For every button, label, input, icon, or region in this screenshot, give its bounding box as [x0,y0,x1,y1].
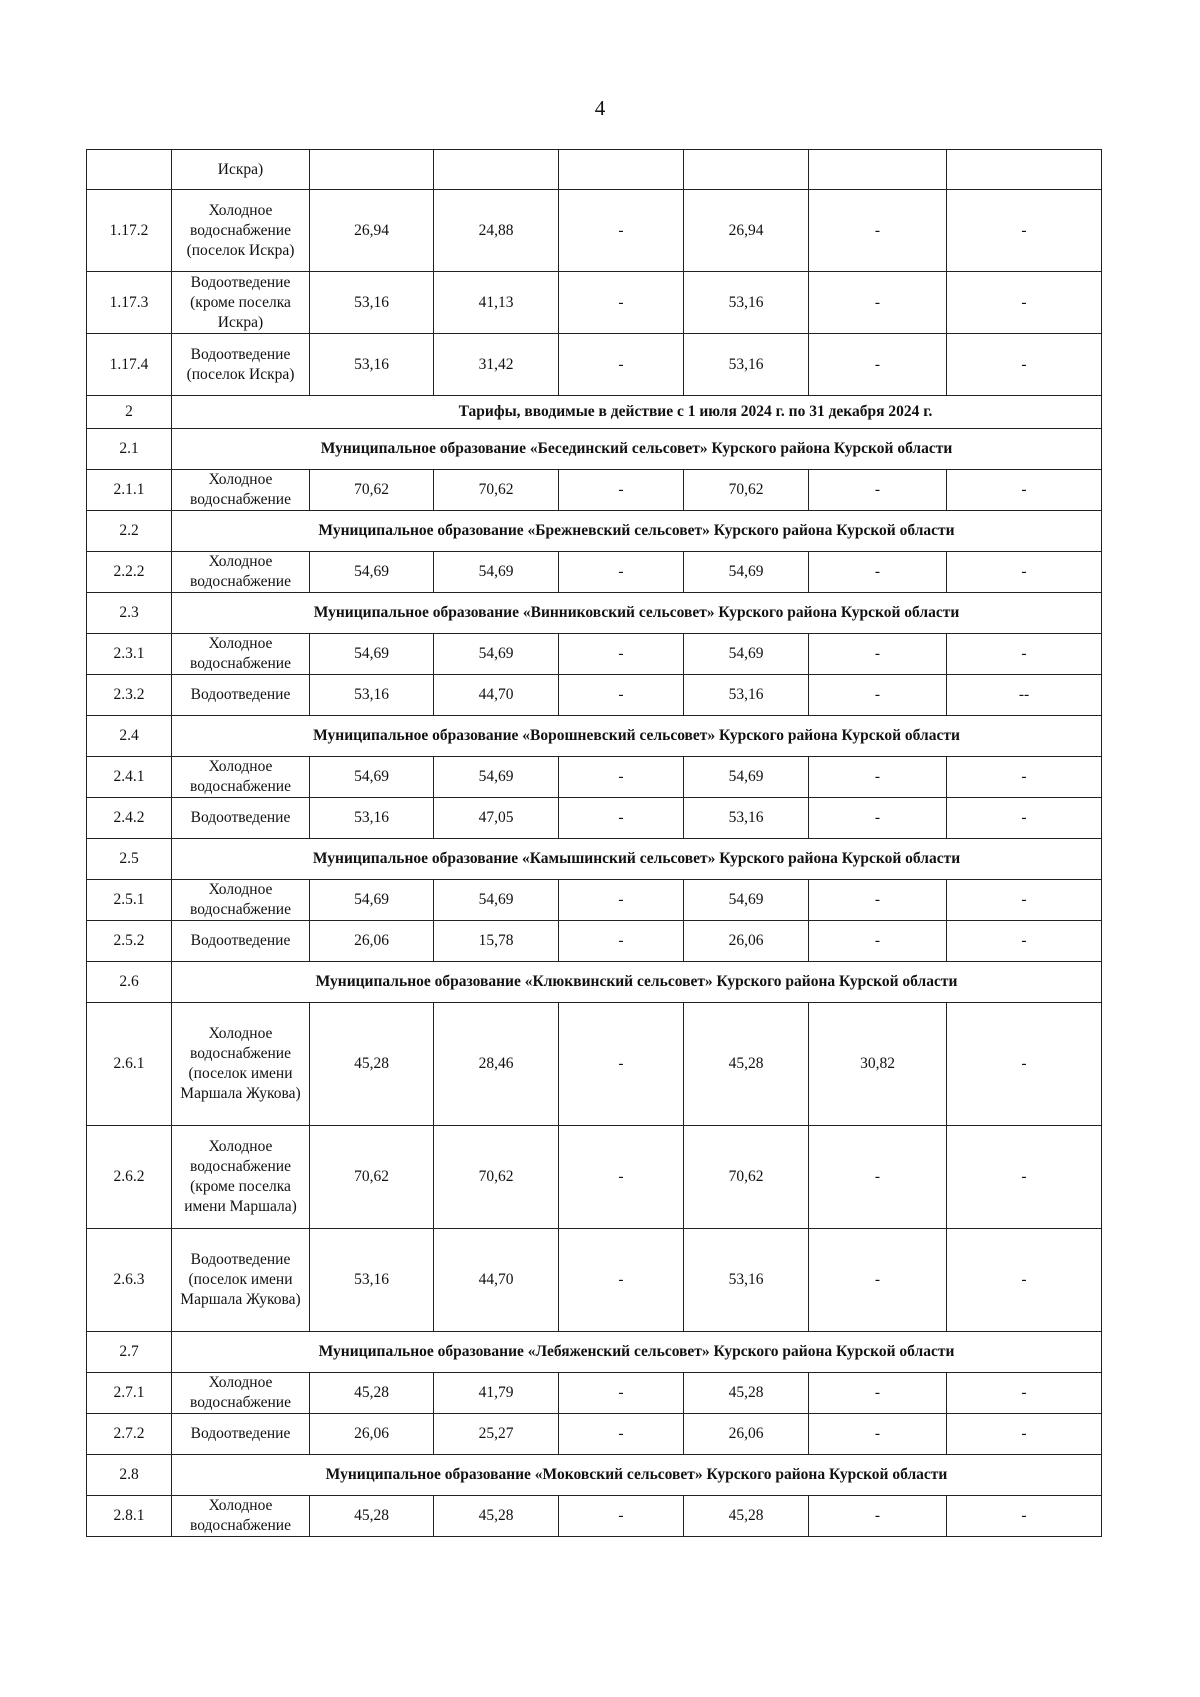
row-number-cell: 2.4.1 [87,757,172,798]
tariff-table [86,149,1102,1537]
row-number-cell [87,150,172,190]
section-header-row [87,429,1102,470]
tariff-value-cell-5: - [809,1373,947,1414]
tariff-value-cell-3: - [559,1126,684,1229]
table-row [87,675,1102,716]
section-header-row [87,1455,1102,1496]
tariff-value-cell-6: - [947,1003,1102,1126]
tariff-value-cell-4: 54,69 [684,757,809,798]
row-number-cell: 2.1 [87,429,172,470]
tariff-value-cell-6: - [947,1229,1102,1332]
tariff-value-cell-1: 26,06 [310,921,434,962]
row-number-cell: 2.5 [87,839,172,880]
tariff-value-cell-1: 53,16 [310,334,434,396]
tariff-value-cell-4: 70,62 [684,470,809,511]
tariff-value-cell-3: - [559,470,684,511]
table-row [87,880,1102,921]
tariff-value-cell-3: - [559,1003,684,1126]
table-row [87,334,1102,396]
tariff-value-cell-4: 45,28 [684,1373,809,1414]
tariff-value-cell-2 [434,150,559,190]
row-number-cell: 2.2.2 [87,552,172,593]
tariff-value-cell-1 [310,150,434,190]
tariff-value-cell-1: 54,69 [310,880,434,921]
section-header-row [87,839,1102,880]
tariff-value-cell-5: - [809,1496,947,1537]
section-header-row [87,511,1102,552]
service-name-cell: Водоотведение [172,675,310,716]
tariff-value-cell-3: - [559,272,684,334]
tariff-value-cell-2: 44,70 [434,675,559,716]
tariff-value-cell-3 [559,150,684,190]
tariff-value-cell-1: 54,69 [310,634,434,675]
tariff-value-cell-5: - [809,470,947,511]
tariff-value-cell-3: - [559,1229,684,1332]
tariff-value-cell-2: 54,69 [434,552,559,593]
tariff-value-cell-1: 26,94 [310,190,434,272]
section-title-cell: Муниципальное образование «Клюквинский сельсовет» Курского района Курской области [172,962,1102,1003]
section-title-cell: Муниципальное образование «Лебяженский сельсовет» Курского района Курской области [172,1332,1102,1373]
tariff-value-cell-6: - [947,272,1102,334]
tariff-value-cell-1: 53,16 [310,798,434,839]
section-title-cell: Тарифы, вводимые в действие с 1 июля 2024 г. по 31 декабря 2024 г. [172,396,1102,429]
tariff-value-cell-5: - [809,921,947,962]
table-row [87,921,1102,962]
tariff-value-cell-4: 26,94 [684,190,809,272]
tariff-value-cell-4: 53,16 [684,1229,809,1332]
tariff-value-cell-5: - [809,1229,947,1332]
tariff-value-cell-4: 45,28 [684,1496,809,1537]
table-row [87,1003,1102,1126]
tariff-value-cell-4: 26,06 [684,921,809,962]
tariff-value-cell-2: 47,05 [434,798,559,839]
row-number-cell: 2.6.2 [87,1126,172,1229]
tariff-value-cell-6: - [947,798,1102,839]
tariff-value-cell-5: - [809,272,947,334]
tariff-value-cell-5: - [809,190,947,272]
tariff-value-cell-5: - [809,334,947,396]
tariff-value-cell-5: - [809,757,947,798]
table-row [87,1496,1102,1537]
section-header-row [87,716,1102,757]
section-header-row [87,1332,1102,1373]
row-number-cell: 2.4.2 [87,798,172,839]
section-header-row [87,962,1102,1003]
service-name-cell: Водоотведение (поселок Искра) [172,334,310,396]
table-row [87,190,1102,272]
table-row [87,1126,1102,1229]
row-number-cell: 2.8.1 [87,1496,172,1537]
tariff-value-cell-2: 31,42 [434,334,559,396]
tariff-value-cell-6: - [947,470,1102,511]
row-number-cell: 2.3.2 [87,675,172,716]
service-name-cell: Холодное водоснабжение (кроме поселка имени Маршала) [172,1126,310,1229]
tariff-value-cell-6 [947,150,1102,190]
section-title-cell: Муниципальное образование «Винниковский сельсовет» Курского района Курской области [172,593,1102,634]
tariff-value-cell-3: - [559,757,684,798]
row-number-cell: 2.5.1 [87,880,172,921]
tariff-value-cell-3: - [559,190,684,272]
tariff-value-cell-5: 30,82 [809,1003,947,1126]
section-title-cell: Муниципальное образование «Камышинский сельсовет» Курского района Курской области [172,839,1102,880]
tariff-value-cell-4: 54,69 [684,880,809,921]
tariff-value-cell-2: 54,69 [434,880,559,921]
tariff-value-cell-6: - [947,1126,1102,1229]
tariff-value-cell-2: 54,69 [434,634,559,675]
tariff-value-cell-4: 45,28 [684,1003,809,1126]
table-row [87,634,1102,675]
tariff-value-cell-2: 41,79 [434,1373,559,1414]
service-name-cell: Холодное водоснабжение [172,880,310,921]
tariff-value-cell-1: 53,16 [310,675,434,716]
section-title-cell: Муниципальное образование «Моковский сельсовет» Курского района Курской области [172,1455,1102,1496]
section-header-row [87,593,1102,634]
table-row [87,1414,1102,1455]
section-title-cell: Муниципальное образование «Бесединский сельсовет» Курского района Курской области [172,429,1102,470]
tariff-value-cell-5: - [809,1126,947,1229]
tariff-value-cell-1: 70,62 [310,470,434,511]
tariff-value-cell-1: 54,69 [310,552,434,593]
service-name-cell: Водоотведение (кроме поселка Искра) [172,272,310,334]
tariff-value-cell-6: - [947,1496,1102,1537]
service-name-cell: Холодное водоснабжение [172,634,310,675]
row-number-cell: 2 [87,396,172,429]
table-row [87,798,1102,839]
row-number-cell: 2.4 [87,716,172,757]
service-name-cell: Холодное водоснабжение (поселок Искра) [172,190,310,272]
table-row [87,272,1102,334]
tariff-value-cell-5: - [809,1414,947,1455]
service-name-cell: Холодное водоснабжение [172,1373,310,1414]
section-header-row [87,396,1102,429]
tariff-value-cell-1: 53,16 [310,1229,434,1332]
tariff-value-cell-1: 70,62 [310,1126,434,1229]
tariff-value-cell-2: 44,70 [434,1229,559,1332]
tariff-value-cell-3: - [559,798,684,839]
row-number-cell: 2.3.1 [87,634,172,675]
tariff-value-cell-2: 28,46 [434,1003,559,1126]
service-name-cell: Водоотведение [172,798,310,839]
service-name-cell: Водоотведение [172,1414,310,1455]
tariff-value-cell-6: - [947,921,1102,962]
tariff-value-cell-3: - [559,675,684,716]
service-name-cell: Холодное водоснабжение [172,757,310,798]
tariff-value-cell-1: 45,28 [310,1373,434,1414]
service-name-cell: Холодное водоснабжение (поселок имени Маршала Жукова) [172,1003,310,1126]
section-title-cell: Муниципальное образование «Ворошневский сельсовет» Курского района Курской области [172,716,1102,757]
tariff-value-cell-3: - [559,921,684,962]
tariff-value-cell-2: 25,27 [434,1414,559,1455]
table-row [87,757,1102,798]
table-row [87,1373,1102,1414]
row-number-cell: 2.8 [87,1455,172,1496]
row-number-cell: 1.17.2 [87,190,172,272]
row-number-cell: 2.1.1 [87,470,172,511]
tariff-value-cell-1: 45,28 [310,1003,434,1126]
tariff-value-cell-6: - [947,757,1102,798]
tariff-value-cell-1: 53,16 [310,272,434,334]
tariff-value-cell-2: 70,62 [434,1126,559,1229]
tariff-value-cell-4 [684,150,809,190]
tariff-value-cell-2: 15,78 [434,921,559,962]
tariff-value-cell-6: -- [947,675,1102,716]
table-row [87,150,1102,190]
tariff-value-cell-4: 53,16 [684,334,809,396]
tariff-value-cell-5: - [809,675,947,716]
service-name-cell: Водоотведение [172,921,310,962]
tariff-value-cell-6: - [947,552,1102,593]
tariff-value-cell-5: - [809,552,947,593]
table-row [87,470,1102,511]
tariff-value-cell-2: 70,62 [434,470,559,511]
tariff-value-cell-2: 24,88 [434,190,559,272]
table-row [87,1229,1102,1332]
tariff-value-cell-4: 53,16 [684,675,809,716]
tariff-value-cell-1: 54,69 [310,757,434,798]
tariff-value-cell-3: - [559,1373,684,1414]
tariff-value-cell-4: 53,16 [684,272,809,334]
service-name-cell: Водоотведение (поселок имени Маршала Жукова) [172,1229,310,1332]
tariff-value-cell-4: 54,69 [684,552,809,593]
row-number-cell: 1.17.4 [87,334,172,396]
row-number-cell: 2.7.2 [87,1414,172,1455]
row-number-cell: 1.17.3 [87,272,172,334]
table-row [87,552,1102,593]
tariff-value-cell-5: - [809,634,947,675]
row-number-cell: 2.7.1 [87,1373,172,1414]
tariff-value-cell-6: - [947,634,1102,675]
tariff-value-cell-5: - [809,798,947,839]
tariff-value-cell-4: 54,69 [684,634,809,675]
tariff-value-cell-6: - [947,880,1102,921]
tariff-value-cell-5: - [809,880,947,921]
tariff-value-cell-5 [809,150,947,190]
tariff-value-cell-6: - [947,334,1102,396]
tariff-value-cell-4: 70,62 [684,1126,809,1229]
service-name-cell: Холодное водоснабжение [172,552,310,593]
row-number-cell: 2.6.1 [87,1003,172,1126]
tariff-value-cell-3: - [559,334,684,396]
row-number-cell: 2.7 [87,1332,172,1373]
tariff-value-cell-1: 45,28 [310,1496,434,1537]
row-number-cell: 2.6.3 [87,1229,172,1332]
tariff-value-cell-2: 41,13 [434,272,559,334]
tariff-value-cell-1: 26,06 [310,1414,434,1455]
tariff-value-cell-3: - [559,1496,684,1537]
tariff-value-cell-6: - [947,1373,1102,1414]
tariff-table-body [87,150,1102,1537]
tariff-value-cell-3: - [559,634,684,675]
section-title-cell: Муниципальное образование «Брежневский сельсовет» Курского района Курской области [172,511,1102,552]
service-name-cell: Холодное водоснабжение [172,470,310,511]
tariff-value-cell-4: 26,06 [684,1414,809,1455]
tariff-value-cell-6: - [947,190,1102,272]
tariff-value-cell-4: 53,16 [684,798,809,839]
tariff-value-cell-6: - [947,1414,1102,1455]
tariff-value-cell-3: - [559,1414,684,1455]
service-name-cell: Искра) [172,150,310,190]
row-number-cell: 2.2 [87,511,172,552]
page-number: 4 [594,96,606,120]
row-number-cell: 2.5.2 [87,921,172,962]
row-number-cell: 2.3 [87,593,172,634]
tariff-value-cell-3: - [559,880,684,921]
tariff-value-cell-2: 54,69 [434,757,559,798]
row-number-cell: 2.6 [87,962,172,1003]
tariff-value-cell-2: 45,28 [434,1496,559,1537]
service-name-cell: Холодное водоснабжение [172,1496,310,1537]
tariff-value-cell-3: - [559,552,684,593]
